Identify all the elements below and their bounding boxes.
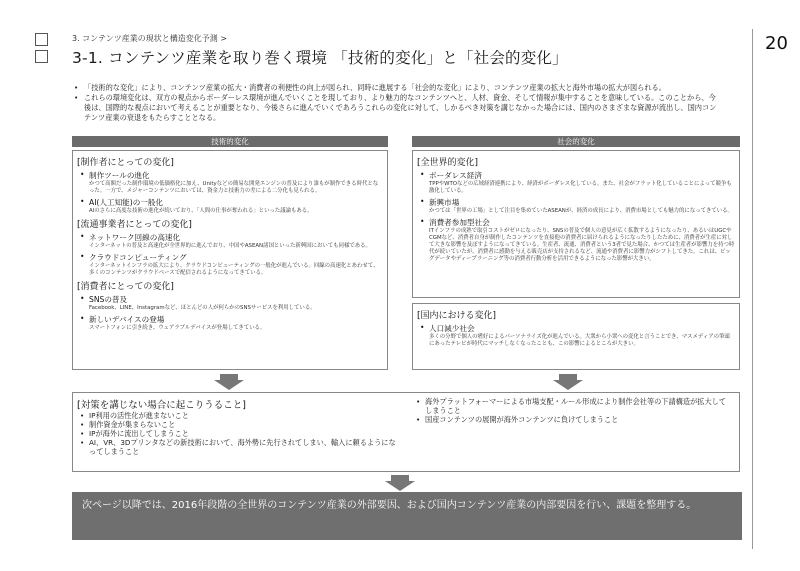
section-title: [国内における変化] bbox=[417, 311, 497, 321]
divider bbox=[752, 29, 753, 549]
list-item: • 消費者参加型社会 bbox=[417, 217, 735, 228]
section-title: [流通事業者にとっての変化] bbox=[77, 220, 192, 230]
list-item: • クラウドコンピューティング bbox=[77, 252, 383, 263]
risks-box bbox=[72, 392, 740, 472]
item-desc: 多くの分野で個人の嗜好によるパーソナライズ化が進んでいる。大衆から小衆への変化と言うことでき、マスメディアの筆頭にあったテレビが時代にマッチしなくなったことも、この影響によるところが大きい。 bbox=[429, 334, 730, 347]
down-arrow-icon bbox=[553, 374, 583, 390]
risks-title: [対策を講じない場合に起こりうること] bbox=[77, 400, 246, 411]
checkbox-top[interactable] bbox=[35, 33, 48, 46]
risks-right bbox=[413, 397, 731, 424]
section-title: [消費者にとっての変化] bbox=[77, 282, 174, 292]
page-number: 20 bbox=[765, 33, 788, 54]
risks-left bbox=[77, 395, 397, 456]
item-desc: ITインフラの成熟で取引コストがゼロになったり、SNSの普及で個人の意見が広く拡散するようになったり、あるいはUGCやCGMなど、消費者自身が制作したコンテンツを直接他の消費者に届けられるようになったりしたために、消費者が生産に対して大きな影響を及ぼすようになってきている。生産者、流通、消費者という3者で見た場合、かつては生産者が影響力を持つ時代が続いていたが、消費者に感動を与える販売店が支持されるなど、流通や消費者に影響力がシフトしてきた。これは、ビッグデータやディープラーニング等の消費者行動分析を活用できるようになった影響が大きい。 bbox=[429, 228, 735, 262]
list-item: • SNSの普及 bbox=[77, 294, 383, 305]
list-item: • ネットワーク回線の高速化 bbox=[77, 232, 383, 243]
technical-changes-box bbox=[72, 150, 388, 370]
section-title: [制作者にとっての変化] bbox=[77, 158, 174, 168]
domestic-changes-box bbox=[412, 303, 740, 370]
item-desc: インターネットインフラの拡大により、クラウドコンピューティングの一般化が進んでいる。回線の高速化とあわせて、多くのコンテンツがクラウドベースで配信されるようになってきている。 bbox=[89, 263, 379, 276]
conclusion-banner: 次ページ以降では、2016年段階の全世界のコンテンツ産業の外部要因、および国内コンテンツ産業の内部要因を行い、課題を整理する。 bbox=[72, 492, 742, 540]
risk-item: • AI、VR、3Dプリンタなどの新技術において、海外勢に先行されてしまい、輸入に頼るようになってしまうこと bbox=[77, 438, 397, 456]
item-desc: かつて高額だった制作環境の低価格化に加え、Unityなどの簡易な開発エンジンの普及により誰もが制作できる時代となった。一方で、メジャーコンテンツにおいては、資金力と技術力の差による二分化も見られる。 bbox=[89, 181, 379, 194]
intro-bullet: • これらの環境変化は、双方の視点からボーダーレス環境が進んでいくことを現しており、より魅力的なコンテンツへと、人材、資金、そして情報が集中することを意味している。このことから、今後は、国際的な視点において考えることが重要となり、今後さらに進んでいくであろうこれらの変化に対して、しかるべき対策を講じなかった場合には、国内のさまざまな資源が流出し、国内コンテンツ産業の衰退をもたらすこととなる。 bbox=[72, 93, 722, 123]
technical-heading: 技術的変化 bbox=[72, 136, 388, 147]
list-item: • 新しいデバイスの登場 bbox=[77, 314, 383, 325]
risk-item: • 海外プラットフォーマーによる市場支配・ルール形成により制作会社等の下請構造が拡大してしまうこと bbox=[413, 397, 731, 415]
social-heading: 社会的変化 bbox=[412, 136, 740, 147]
section-title: [全世界的変化] bbox=[417, 158, 479, 168]
item-desc: AIのさらに高度な技術の進化が続いており、「人間の仕事が奪われる」といった議論もある。 bbox=[89, 208, 313, 214]
down-arrow-icon bbox=[385, 475, 415, 491]
item-desc: かつては「世界の工場」として注目を集めていたASEANが、経済の成長により、消費市場としても魅力的になってきている。 bbox=[429, 208, 733, 214]
risk-item: • 国産コンテンツの展開が海外コンテンツに負けてしまうこと bbox=[413, 415, 731, 424]
list-item: • 制作ツールの進化 bbox=[77, 170, 383, 181]
intro-bullet: • 「技術的な変化」により、コンテンツ産業の拡大・消費者の利便性の向上が図られ、同時に進展する「社会的な変化」により、コンテンツ産業の拡大と海外市場の拡大が図られる。 bbox=[72, 83, 722, 93]
risk-item: • 制作資金が集まらないこと bbox=[77, 420, 397, 429]
breadcrumb: 3. コンテンツ産業の現状と構造変化予測 > bbox=[72, 34, 228, 43]
item-desc: インターネットの普及と高速化が全世界的に進んでおり、中国やASEAN諸国といった新興国においても同様である。 bbox=[89, 243, 371, 249]
risk-item: • IP利用の活性化が進まないこと bbox=[77, 411, 397, 420]
checkbox-bottom[interactable] bbox=[35, 50, 48, 63]
list-item: • 新興市場 bbox=[417, 197, 735, 208]
item-desc: Facebook、LINE、Instagramなど、ほとんどの人が何らかのSNSサービスを利用している。 bbox=[89, 305, 316, 311]
list-item: • 人口減少社会 bbox=[417, 323, 735, 334]
global-changes-box bbox=[412, 150, 740, 298]
item-desc: TPPやWTOなどの広域経済連携により、経済がボーダレス化している。また、社会がフラット化していることによって競争も激化している。 bbox=[429, 181, 732, 194]
page-title: 3-1. コンテンツ産業を取り巻く環境 「技術的変化」と「社会的変化」 bbox=[72, 49, 568, 67]
item-desc: スマートフォンに引き続き、ウェアラブルデバイスが登場してきている。 bbox=[89, 325, 266, 331]
down-arrow-icon bbox=[214, 374, 244, 390]
list-item: • AI(人工知能)の一般化 bbox=[77, 197, 383, 208]
risk-item: • IPが海外に流出してしまうこと bbox=[77, 429, 397, 438]
list-item: • ボーダレス経済 bbox=[417, 170, 735, 181]
intro bbox=[72, 83, 722, 123]
